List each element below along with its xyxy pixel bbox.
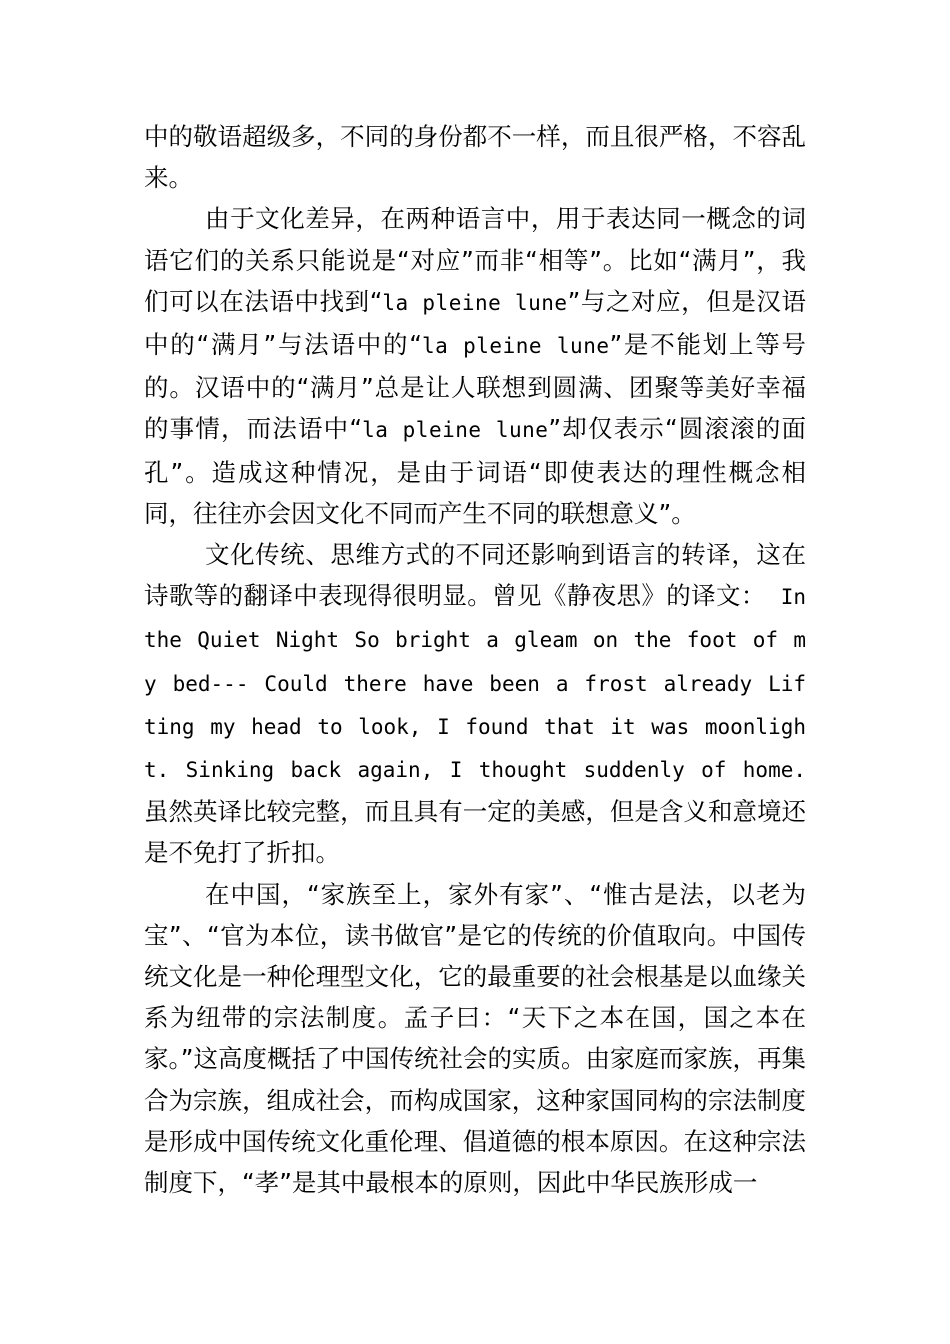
paragraph-2-text-a: 由于文化差异，在两种语言中，用于表达同一概念的词语它们的关系只能说是“对应”而非“相等”。比如“满月”，我们可以在法语中找到“ [144,204,806,316]
poem-translation: In the Quiet Night So bright a gleam on the foot of my bed--- Could there have been a frost already Lifting my head to look, I found that it was moonlight. Sinking back again, I thought suddenly of home. [144,585,807,783]
paragraph-2-text-d: ”却仅表示“圆滚滚的面孔”。造成这种情况，是由于词语“即使表达的理性概念相同，往往亦会因文化不同而产生不同的联想意义”。 [144,414,806,528]
paragraph-3-text-b: 虽然英译比较完整，而且具有一定的美感，但是含义和意境还是不免打了折扣。 [144,797,806,868]
french-term-2: la pleine lune [421,334,610,359]
paragraph-1: 中的敬语超级多，不同的身份都不一样，而且很严格，不容乱来。 [144,122,806,193]
paragraph-2-text-b: ”与之对应，但是汉语中的“满月”与法语中的“ [144,286,806,360]
document-page [144,116,806,1203]
paragraph-3-text-a: 文化传统、思维方式的不同还影响到语言的转译，这在诗歌等的翻译中表现得很明显。曾见《静夜思》的译文： [144,540,806,611]
french-term-3: la pleine lune [362,418,549,443]
paragraph-2 [144,198,806,534]
paragraph-2-text-c: ”是不能划上等号的。汉语中的“满月”总是让人联想到圆满、团聚等美好幸福的事情，而法语中“ [144,330,806,444]
paragraph-3 [144,534,806,874]
paragraph-4: 在中国，“家族至上，家外有家”、“惟古是法，以老为宝”、“官为本位，读书做官”是它的传统的价值取向。中国传统文化是一种伦理型文化，它的最重要的社会根基是以血缘关系为纽带的宗法制度。孟子曰：“天下之本在国，国之本在家。”这高度概括了中国传统社会的实质。由家庭而家族，再集合为宗族，组成社会，而构成国家，这种家国同构的宗法制度是形成中国传统文化重伦理、倡道德的根本原因。在这种宗法制度下，“孝”是其中最根本的原则，因此中华民族形成一 [144,879,806,1198]
french-term-1: la pleine lune [382,290,568,315]
